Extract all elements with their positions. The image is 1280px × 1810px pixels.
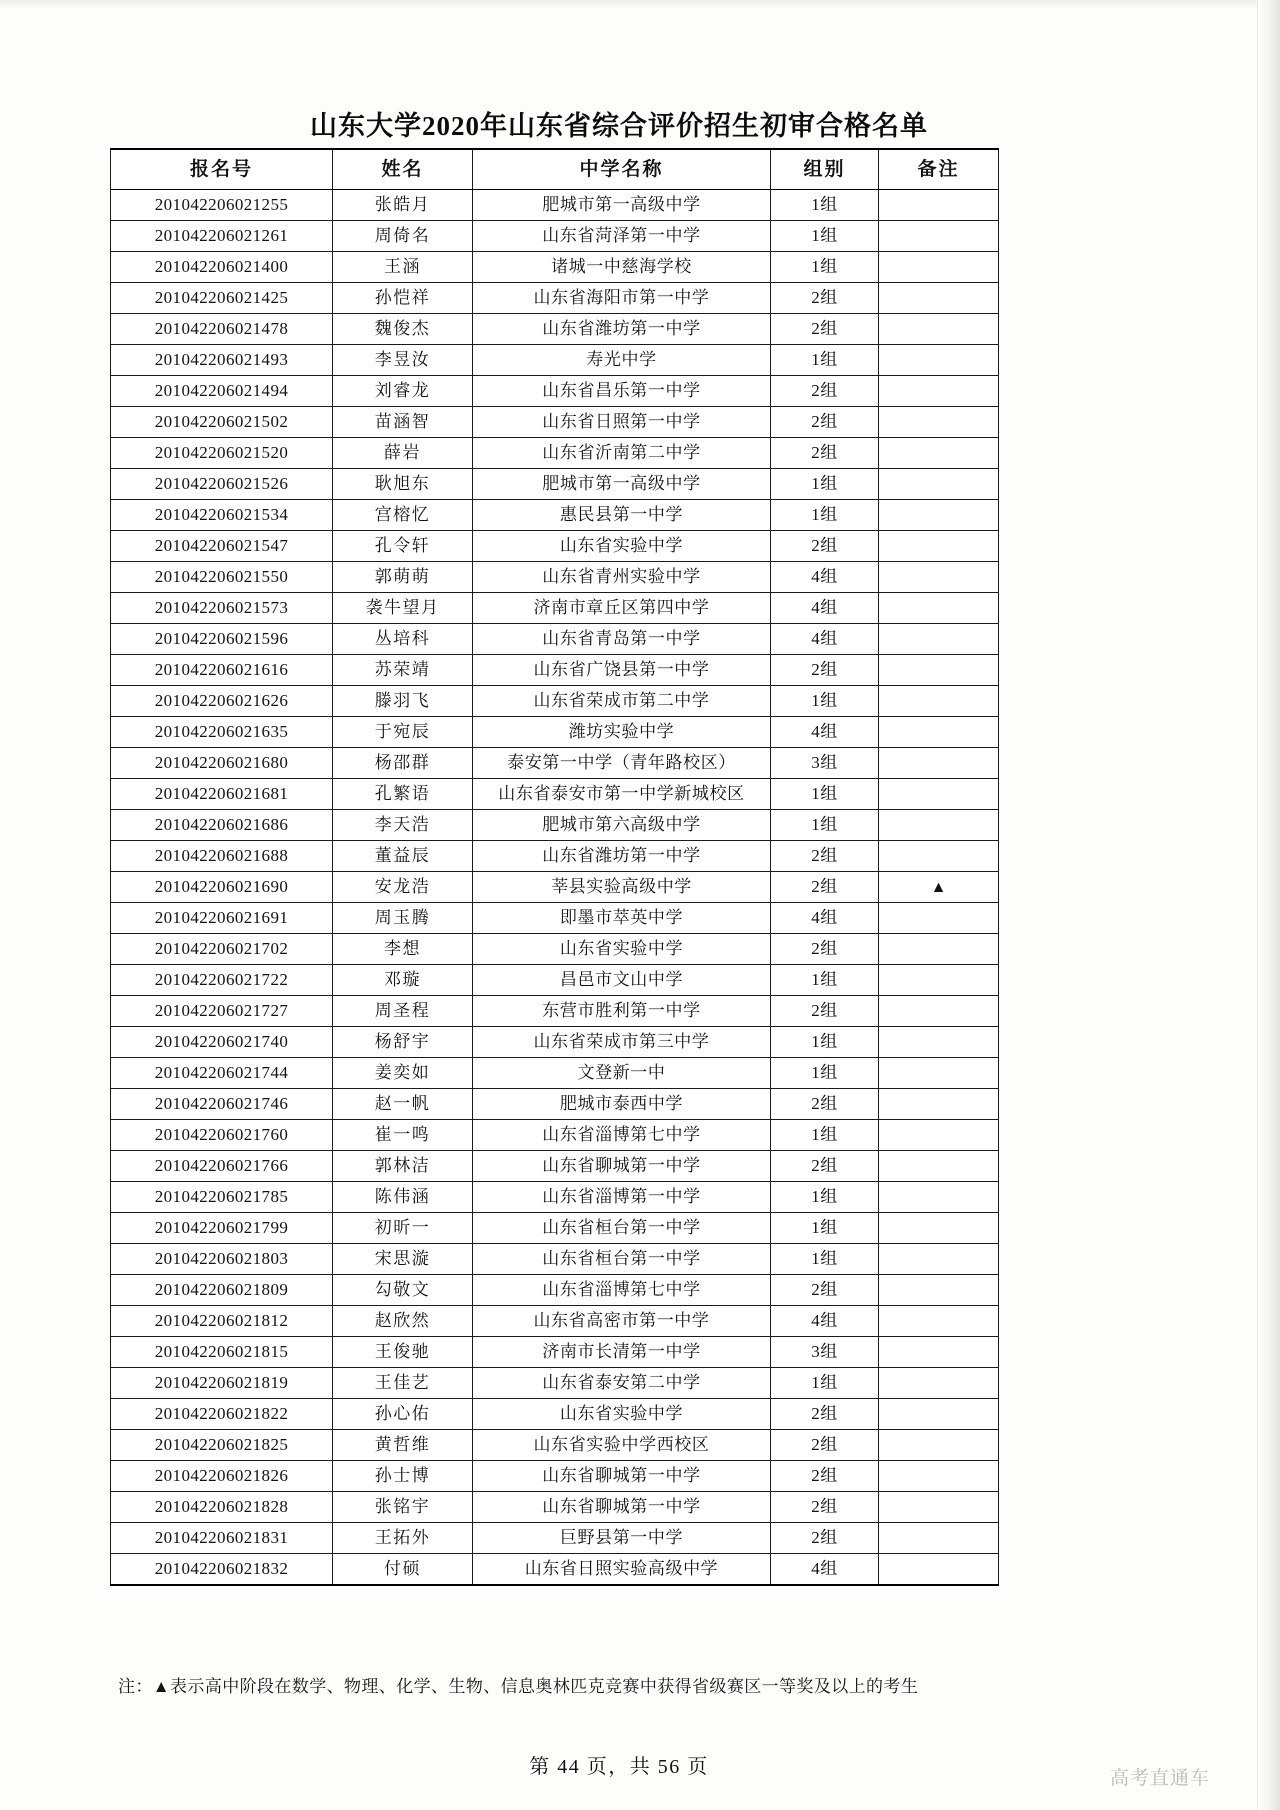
- cell-school: 山东省淄博第七中学: [473, 1120, 771, 1151]
- cell-group: 2组: [771, 1523, 879, 1554]
- cell-remark: [879, 252, 999, 283]
- cell-school: 山东省淄博第七中学: [473, 1275, 771, 1306]
- cell-registration-number: 201042206021534: [111, 500, 333, 531]
- cell-school: 济南市章丘区第四中学: [473, 593, 771, 624]
- table-row: [111, 190, 999, 221]
- table-row: [111, 1554, 999, 1586]
- cell-name: 丛培科: [333, 624, 473, 655]
- cell-school: 山东省聊城第一中学: [473, 1461, 771, 1492]
- cell-registration-number: 201042206021702: [111, 934, 333, 965]
- cell-school: 寿光中学: [473, 345, 771, 376]
- cell-school: 山东省昌乐第一中学: [473, 376, 771, 407]
- table-row: [111, 1213, 999, 1244]
- cell-registration-number: 201042206021261: [111, 221, 333, 252]
- cell-remark: [879, 748, 999, 779]
- cell-name: 袭牛望月: [333, 593, 473, 624]
- cell-name: 付硕: [333, 1554, 473, 1586]
- cell-name: 陈伟涵: [333, 1182, 473, 1213]
- table-row: [111, 903, 999, 934]
- cell-group: 2组: [771, 934, 879, 965]
- cell-school: 山东省淄博第一中学: [473, 1182, 771, 1213]
- cell-group: 2组: [771, 872, 879, 903]
- cell-name: 刘睿龙: [333, 376, 473, 407]
- cell-school: 肥城市第一高级中学: [473, 190, 771, 221]
- cell-school: 山东省聊城第一中学: [473, 1492, 771, 1523]
- cell-remark: [879, 1554, 999, 1586]
- table-row: [111, 407, 999, 438]
- cell-group: 3组: [771, 748, 879, 779]
- cell-group: 1组: [771, 1027, 879, 1058]
- cell-school: 山东省高密市第一中学: [473, 1306, 771, 1337]
- cell-school: 惠民县第一中学: [473, 500, 771, 531]
- cell-school: 肥城市泰西中学: [473, 1089, 771, 1120]
- table-row: [111, 376, 999, 407]
- cell-remark: [879, 1399, 999, 1430]
- table-row: [111, 872, 999, 903]
- cell-remark: [879, 1275, 999, 1306]
- cell-school: 山东省菏泽第一中学: [473, 221, 771, 252]
- cell-school: 山东省潍坊第一中学: [473, 314, 771, 345]
- cell-school: 山东省聊城第一中学: [473, 1151, 771, 1182]
- cell-registration-number: 201042206021826: [111, 1461, 333, 1492]
- cell-name: 安龙浩: [333, 872, 473, 903]
- cell-group: 4组: [771, 593, 879, 624]
- cell-name: 李想: [333, 934, 473, 965]
- cell-remark: [879, 1368, 999, 1399]
- table-header-row: [111, 149, 999, 190]
- cell-group: 1组: [771, 221, 879, 252]
- cell-name: 王俊驰: [333, 1337, 473, 1368]
- column-header-registration-number: 报名号: [111, 149, 333, 190]
- cell-registration-number: 201042206021746: [111, 1089, 333, 1120]
- cell-school: 山东省荣成市第三中学: [473, 1027, 771, 1058]
- olympiad-award-triangle-icon: ▲: [930, 878, 947, 896]
- cell-remark: [879, 903, 999, 934]
- cell-school: 山东省实验中学: [473, 1399, 771, 1430]
- cell-group: 4组: [771, 1306, 879, 1337]
- cell-name: 黄哲维: [333, 1430, 473, 1461]
- cell-remark: [879, 314, 999, 345]
- cell-remark: [879, 1306, 999, 1337]
- cell-remark: [879, 624, 999, 655]
- cell-group: 4组: [771, 562, 879, 593]
- cell-group: 2组: [771, 314, 879, 345]
- column-header-group: 组别: [771, 149, 879, 190]
- table-row: [111, 469, 999, 500]
- page-number: 第 44 页，共 56 页: [529, 1756, 709, 1778]
- table-row: [111, 283, 999, 314]
- cell-name: 李昱汝: [333, 345, 473, 376]
- table-row: [111, 1151, 999, 1182]
- table-row: [111, 1058, 999, 1089]
- cell-group: 2组: [771, 1089, 879, 1120]
- table-row: [111, 965, 999, 996]
- cell-school: 济南市长清第一中学: [473, 1337, 771, 1368]
- cell-registration-number: 201042206021493: [111, 345, 333, 376]
- cell-name: 孔令轩: [333, 531, 473, 562]
- cell-registration-number: 201042206021626: [111, 686, 333, 717]
- cell-remark: [879, 717, 999, 748]
- cell-registration-number: 201042206021815: [111, 1337, 333, 1368]
- cell-group: 1组: [771, 1213, 879, 1244]
- cell-remark: [879, 531, 999, 562]
- cell-registration-number: 201042206021686: [111, 810, 333, 841]
- table-row: [111, 1430, 999, 1461]
- cell-name: 滕羽飞: [333, 686, 473, 717]
- cell-registration-number: 201042206021822: [111, 1399, 333, 1430]
- cell-registration-number: 201042206021831: [111, 1523, 333, 1554]
- cell-registration-number: 201042206021688: [111, 841, 333, 872]
- cell-remark: [879, 934, 999, 965]
- cell-remark: [879, 1430, 999, 1461]
- table-row: [111, 779, 999, 810]
- cell-name: 宋思漩: [333, 1244, 473, 1275]
- table-row: [111, 1368, 999, 1399]
- table-row: [111, 1306, 999, 1337]
- cell-group: 2组: [771, 1430, 879, 1461]
- cell-remark: [879, 438, 999, 469]
- cell-name: 王佳艺: [333, 1368, 473, 1399]
- cell-remark: [879, 686, 999, 717]
- cell-remark: [879, 221, 999, 252]
- cell-registration-number: 201042206021400: [111, 252, 333, 283]
- table-row: [111, 1089, 999, 1120]
- cell-remark: [879, 1089, 999, 1120]
- cell-name: 苏荣靖: [333, 655, 473, 686]
- cell-registration-number: 201042206021799: [111, 1213, 333, 1244]
- table-row: [111, 1182, 999, 1213]
- cell-name: 薛岩: [333, 438, 473, 469]
- table-row: [111, 934, 999, 965]
- cell-registration-number: 201042206021785: [111, 1182, 333, 1213]
- cell-name: 宫榕忆: [333, 500, 473, 531]
- cell-group: 4组: [771, 1554, 879, 1586]
- cell-registration-number: 201042206021478: [111, 314, 333, 345]
- cell-school: 山东省实验中学西校区: [473, 1430, 771, 1461]
- cell-name: 苗涵智: [333, 407, 473, 438]
- cell-group: 2组: [771, 407, 879, 438]
- cell-name: 王拓外: [333, 1523, 473, 1554]
- table-row: [111, 624, 999, 655]
- column-header-school: 中学名称: [473, 149, 771, 190]
- cell-name: 周倚名: [333, 221, 473, 252]
- cell-group: 2组: [771, 1151, 879, 1182]
- cell-remark: [879, 593, 999, 624]
- cell-registration-number: 201042206021819: [111, 1368, 333, 1399]
- cell-registration-number: 201042206021596: [111, 624, 333, 655]
- cell-group: 2组: [771, 438, 879, 469]
- cell-remark: [879, 407, 999, 438]
- admission-roster-table: [110, 148, 999, 1586]
- cell-registration-number: 201042206021494: [111, 376, 333, 407]
- table-row: [111, 1523, 999, 1554]
- cell-remark: [879, 1027, 999, 1058]
- cell-registration-number: 201042206021520: [111, 438, 333, 469]
- cell-school: 山东省广饶县第一中学: [473, 655, 771, 686]
- cell-name: 郭萌萌: [333, 562, 473, 593]
- cell-registration-number: 201042206021766: [111, 1151, 333, 1182]
- cell-name: 李天浩: [333, 810, 473, 841]
- table-row: [111, 221, 999, 252]
- cell-school: 诸城一中慈海学校: [473, 252, 771, 283]
- cell-group: 2组: [771, 655, 879, 686]
- cell-remark: [879, 1492, 999, 1523]
- cell-group: 2组: [771, 531, 879, 562]
- cell-registration-number: 201042206021740: [111, 1027, 333, 1058]
- cell-registration-number: 201042206021425: [111, 283, 333, 314]
- cell-school: 山东省实验中学: [473, 934, 771, 965]
- cell-school: 山东省泰安第二中学: [473, 1368, 771, 1399]
- cell-registration-number: 201042206021825: [111, 1430, 333, 1461]
- cell-remark: [879, 1151, 999, 1182]
- cell-group: 2组: [771, 1492, 879, 1523]
- cell-remark: [879, 655, 999, 686]
- cell-remark: [879, 1523, 999, 1554]
- table-row: [111, 841, 999, 872]
- table-row: [111, 345, 999, 376]
- cell-group: 1组: [771, 1182, 879, 1213]
- watermark: 高考直通车: [1109, 1768, 1210, 1789]
- cell-group: 1组: [771, 500, 879, 531]
- cell-registration-number: 201042206021691: [111, 903, 333, 934]
- cell-remark: [879, 500, 999, 531]
- cell-registration-number: 201042206021727: [111, 996, 333, 1027]
- cell-remark: [879, 1058, 999, 1089]
- cell-name: 周玉腾: [333, 903, 473, 934]
- cell-name: 崔一鸣: [333, 1120, 473, 1151]
- cell-school: 莘县实验高级中学: [473, 872, 771, 903]
- table-row: [111, 717, 999, 748]
- cell-name: 孙恺祥: [333, 283, 473, 314]
- cell-group: 1组: [771, 469, 879, 500]
- cell-remark: [879, 1244, 999, 1275]
- cell-group: 2组: [771, 283, 879, 314]
- cell-name: 孙士博: [333, 1461, 473, 1492]
- cell-group: 2组: [771, 1399, 879, 1430]
- column-header-name: 姓名: [333, 149, 473, 190]
- cell-school: 山东省实验中学: [473, 531, 771, 562]
- cell-school: 文登新一中: [473, 1058, 771, 1089]
- cell-name: 赵一帆: [333, 1089, 473, 1120]
- cell-school: 山东省青岛第一中学: [473, 624, 771, 655]
- cell-group: 4组: [771, 624, 879, 655]
- cell-remark: [879, 965, 999, 996]
- cell-group: 1组: [771, 965, 879, 996]
- cell-group: 4组: [771, 717, 879, 748]
- cell-group: 2组: [771, 1461, 879, 1492]
- cell-school: 肥城市第六高级中学: [473, 810, 771, 841]
- cell-registration-number: 201042206021255: [111, 190, 333, 221]
- table-body: [111, 190, 999, 1586]
- table-row: [111, 593, 999, 624]
- cell-name: 张皓月: [333, 190, 473, 221]
- cell-remark: [879, 1213, 999, 1244]
- cell-name: 勾敬文: [333, 1275, 473, 1306]
- cell-remark: [879, 190, 999, 221]
- cell-name: 杨舒宇: [333, 1027, 473, 1058]
- cell-name: 郭林洁: [333, 1151, 473, 1182]
- cell-remark: [879, 1182, 999, 1213]
- cell-remark: [879, 283, 999, 314]
- table-row: [111, 1275, 999, 1306]
- cell-registration-number: 201042206021573: [111, 593, 333, 624]
- table-row: [111, 1120, 999, 1151]
- footnote: 注：▲表示高中阶段在数学、物理、化学、生物、信息奥林匹克竞赛中获得省级赛区一等奖及以上的考生: [118, 1677, 919, 1696]
- table-row: [111, 252, 999, 283]
- table-row: [111, 810, 999, 841]
- cell-group: 2组: [771, 376, 879, 407]
- cell-name: 姜奕如: [333, 1058, 473, 1089]
- column-header-remark: 备注: [879, 149, 999, 190]
- cell-remark: [879, 1461, 999, 1492]
- cell-registration-number: 201042206021681: [111, 779, 333, 810]
- cell-remark: [879, 1120, 999, 1151]
- cell-group: 2组: [771, 996, 879, 1027]
- cell-remark: [879, 469, 999, 500]
- cell-school: 昌邑市文山中学: [473, 965, 771, 996]
- cell-group: 1组: [771, 252, 879, 283]
- cell-name: 周圣程: [333, 996, 473, 1027]
- cell-registration-number: 201042206021547: [111, 531, 333, 562]
- cell-name: 孔繁语: [333, 779, 473, 810]
- cell-school: 泰安第一中学（青年路校区）: [473, 748, 771, 779]
- cell-group: 2组: [771, 841, 879, 872]
- cell-group: 1组: [771, 1120, 879, 1151]
- cell-name: 邓璇: [333, 965, 473, 996]
- cell-school: 山东省荣成市第二中学: [473, 686, 771, 717]
- cell-school: 山东省日照第一中学: [473, 407, 771, 438]
- cell-registration-number: 201042206021690: [111, 872, 333, 903]
- table-row: [111, 1492, 999, 1523]
- cell-registration-number: 201042206021744: [111, 1058, 333, 1089]
- cell-group: 4组: [771, 903, 879, 934]
- cell-school: 山东省泰安市第一中学新城校区: [473, 779, 771, 810]
- cell-school: 山东省桓台第一中学: [473, 1244, 771, 1275]
- cell-school: 即墨市萃英中学: [473, 903, 771, 934]
- cell-group: 1组: [771, 345, 879, 376]
- cell-name: 孙心佑: [333, 1399, 473, 1430]
- cell-remark: [879, 562, 999, 593]
- cell-school: 山东省潍坊第一中学: [473, 841, 771, 872]
- cell-name: 王涵: [333, 252, 473, 283]
- cell-school: 潍坊实验中学: [473, 717, 771, 748]
- table-row: [111, 500, 999, 531]
- cell-registration-number: 201042206021722: [111, 965, 333, 996]
- table-row: [111, 438, 999, 469]
- table-row: [111, 1027, 999, 1058]
- cell-registration-number: 201042206021803: [111, 1244, 333, 1275]
- cell-remark: [879, 376, 999, 407]
- cell-registration-number: 201042206021635: [111, 717, 333, 748]
- cell-group: 1组: [771, 686, 879, 717]
- page-edge-right: [1257, 0, 1280, 1810]
- cell-school: 东营市胜利第一中学: [473, 996, 771, 1027]
- cell-registration-number: 201042206021550: [111, 562, 333, 593]
- cell-name: 于宛辰: [333, 717, 473, 748]
- cell-group: 1组: [771, 1368, 879, 1399]
- cell-registration-number: 201042206021832: [111, 1554, 333, 1586]
- cell-group: 3组: [771, 1337, 879, 1368]
- table-row: [111, 1244, 999, 1275]
- cell-registration-number: 201042206021526: [111, 469, 333, 500]
- table-row: [111, 562, 999, 593]
- table-row: [111, 1399, 999, 1430]
- cell-name: 张铭宇: [333, 1492, 473, 1523]
- cell-school: 山东省青州实验中学: [473, 562, 771, 593]
- cell-name: 初昕一: [333, 1213, 473, 1244]
- cell-school: 肥城市第一高级中学: [473, 469, 771, 500]
- cell-registration-number: 201042206021809: [111, 1275, 333, 1306]
- cell-remark: [879, 996, 999, 1027]
- cell-remark: [879, 1337, 999, 1368]
- cell-group: 1组: [771, 810, 879, 841]
- table-row: [111, 1461, 999, 1492]
- cell-school: 山东省沂南第二中学: [473, 438, 771, 469]
- cell-registration-number: 201042206021812: [111, 1306, 333, 1337]
- cell-registration-number: 201042206021616: [111, 655, 333, 686]
- table-header: [111, 149, 999, 190]
- table-row: [111, 748, 999, 779]
- table-row: [111, 314, 999, 345]
- cell-group: 1组: [771, 190, 879, 221]
- cell-group: 1组: [771, 1058, 879, 1089]
- cell-name: 耿旭东: [333, 469, 473, 500]
- table-row: [111, 1337, 999, 1368]
- cell-name: 杨邵群: [333, 748, 473, 779]
- cell-remark: [879, 345, 999, 376]
- cell-group: 1组: [771, 779, 879, 810]
- cell-school: 巨野县第一中学: [473, 1523, 771, 1554]
- cell-school: 山东省海阳市第一中学: [473, 283, 771, 314]
- cell-remark: [879, 841, 999, 872]
- table-row: [111, 996, 999, 1027]
- table-row: [111, 655, 999, 686]
- cell-registration-number: 201042206021502: [111, 407, 333, 438]
- cell-name: 董益辰: [333, 841, 473, 872]
- cell-group: 1组: [771, 1244, 879, 1275]
- cell-school: 山东省日照实验高级中学: [473, 1554, 771, 1586]
- cell-remark: [879, 779, 999, 810]
- table-row: [111, 686, 999, 717]
- page-title: 山东大学2020年山东省综合评价招生初审合格名单: [310, 111, 928, 141]
- cell-registration-number: 201042206021828: [111, 1492, 333, 1523]
- cell-remark: [879, 810, 999, 841]
- cell-name: 魏俊杰: [333, 314, 473, 345]
- cell-school: 山东省桓台第一中学: [473, 1213, 771, 1244]
- cell-group: 2组: [771, 1275, 879, 1306]
- cell-registration-number: 201042206021680: [111, 748, 333, 779]
- cell-remark: [879, 872, 999, 903]
- table-row: [111, 531, 999, 562]
- cell-registration-number: 201042206021760: [111, 1120, 333, 1151]
- cell-name: 赵欣然: [333, 1306, 473, 1337]
